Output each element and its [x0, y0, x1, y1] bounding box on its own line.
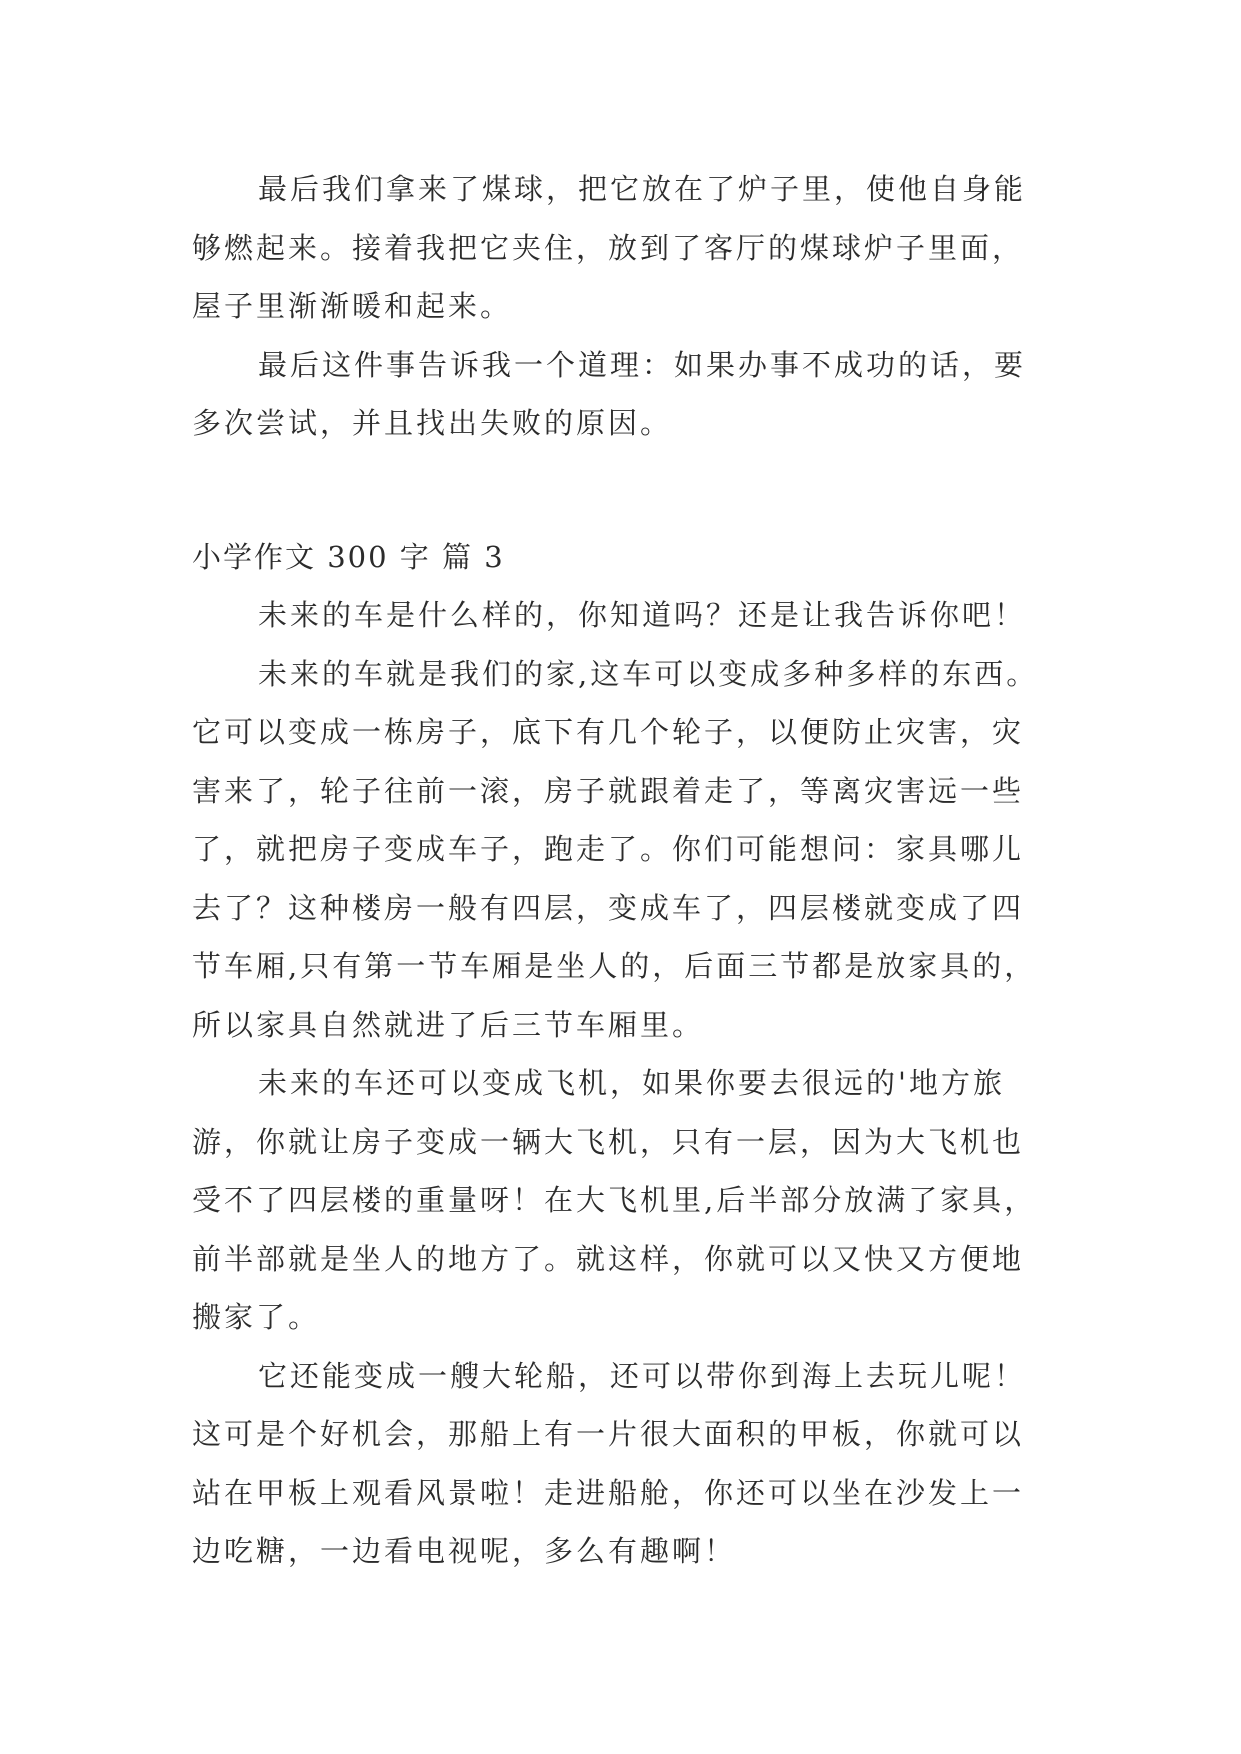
document-body — [192, 160, 1052, 1581]
text-line: 了，就把房子变成车子，跑走了。你们可能想问：家具哪儿 — [192, 832, 1025, 866]
text-line: 去了？这种楼房一般有四层，变成车了，四层楼就变成了四 — [192, 890, 1025, 925]
text-line: 它可以变成一栋房子，底下有几个轮子，以便防止灾害，灾 — [192, 715, 1025, 749]
paragraph — [192, 586, 1052, 645]
spacer — [192, 453, 1052, 528]
text-line: 未来的车是什么样的，你知道吗？还是让我告诉你吧！ — [258, 598, 1027, 632]
text-line: 游，你就让房子变成一辆大飞机，只有一层，因为大飞机也 — [192, 1124, 1025, 1159]
paragraph — [192, 645, 1052, 1055]
text-line: 前半部就是坐人的地方了。就这样，你就可以又快又方便地 — [192, 1241, 1025, 1276]
text-line: 未来的车就是我们的家,这车可以变成多种多样的东西。 — [258, 656, 1039, 691]
text-line: 站在甲板上观看风景啦！走进船舱，你还可以坐在沙发上一 — [192, 1475, 1025, 1510]
section-heading: 小学作文 300 字 篇 3 — [192, 539, 505, 574]
text-line: 所以家具自然就进了后三节车厢里。 — [192, 1007, 705, 1042]
text-line: 最后我们拿来了煤球，把它放在了炉子里，使他自身能 — [258, 172, 1027, 206]
text-line: 害来了，轮子往前一滚，房子就跟着走了，等离灾害远一些 — [192, 773, 1025, 808]
paragraph — [192, 160, 1052, 336]
text-line: 受不了四层楼的重量呀！在大飞机里,后半部分放满了家具， — [192, 1183, 1037, 1217]
paragraph — [192, 1347, 1052, 1581]
text-line: 多次尝试，并且找出失败的原因。 — [192, 406, 673, 440]
text-line: 够燃起来。接着我把它夹住，放到了客厅的煤球炉子里面， — [192, 230, 1025, 265]
text-line: 搬家了。 — [192, 1300, 321, 1334]
text-line: 边吃糖，一边看电视呢，多么有趣啊！ — [192, 1534, 737, 1568]
text-line: 这可是个好机会，那船上有一片很大面积的甲板，你就可以 — [192, 1417, 1025, 1451]
text-line: 未来的车还可以变成飞机，如果你要去很远的'地方旅 — [258, 1066, 1005, 1100]
text-line: 屋子里渐渐暖和起来。 — [192, 289, 513, 323]
paragraph — [192, 336, 1052, 453]
paragraph — [192, 1054, 1052, 1347]
text-line: 它还能变成一艘大轮船，还可以带你到海上去玩儿呢！ — [258, 1358, 1027, 1393]
text-line: 节车厢,只有第一节车厢是坐人的，后面三节都是放家具的， — [192, 949, 1037, 983]
text-line: 最后这件事告诉我一个道理：如果办事不成功的话，要 — [258, 347, 1027, 382]
